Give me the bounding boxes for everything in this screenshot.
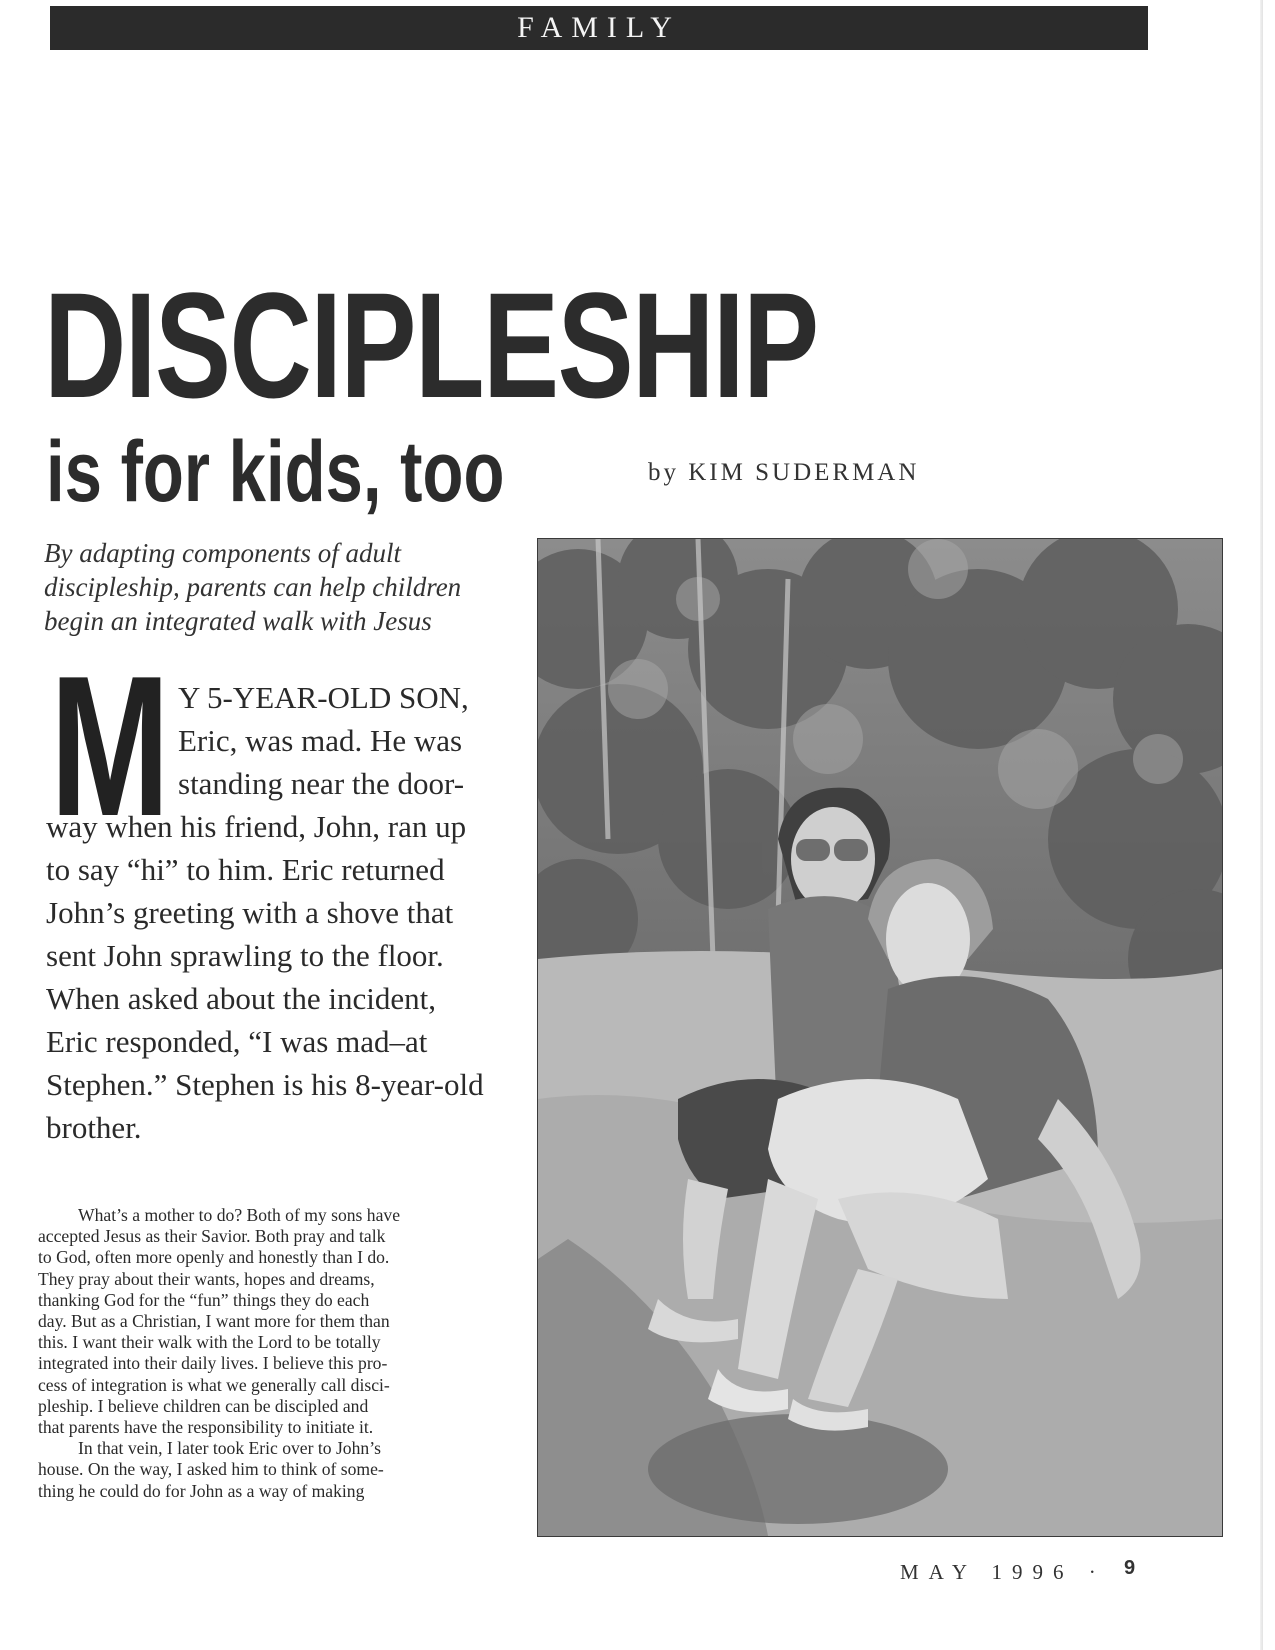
lead-line: to say “hi” to him. Eric returned — [46, 852, 445, 887]
deck-line: begin an integrated walk with Jesus — [44, 606, 432, 636]
lead-line: standing near the door- — [178, 766, 465, 801]
body-line: thanking God for the “fun” things they do each — [38, 1289, 370, 1310]
lead-line: When asked about the incident, — [46, 981, 436, 1016]
lead-line: brother. — [46, 1110, 142, 1145]
body-line: day. But as a Christian, I want more for them than — [38, 1311, 390, 1332]
article-headline: DISCIPLESHIP — [44, 261, 818, 429]
deck-line: discipleship, parents can help children — [44, 572, 462, 602]
body-line: accepted Jesus as their Savior. Both pray and talk — [38, 1226, 386, 1247]
folio-date: MAY 1996 · — [900, 1560, 1106, 1584]
body-line: pleship. I believe children can be discipled and — [38, 1395, 369, 1416]
body-line: In that vein, I later took Eric over to John’s — [78, 1438, 381, 1459]
body-line: this. I want their walk with the Lord to be totally — [38, 1332, 381, 1353]
article-photo — [537, 538, 1223, 1537]
lead-line: Eric responded, “I was mad–at — [46, 1024, 428, 1059]
lead-line: Y 5-YEAR-OLD SON, — [178, 680, 469, 715]
body-line: thing he could do for John as a way of making — [38, 1480, 365, 1501]
page-number: 9 — [1124, 1557, 1136, 1579]
lead-line: way when his friend, John, ran up — [46, 809, 467, 844]
lead-line: John’s greeting with a shove that — [46, 895, 454, 930]
drop-cap: M — [50, 635, 170, 858]
page-edge-shadow — [1260, 0, 1263, 1650]
deck-line: By adapting components of adult — [44, 538, 401, 568]
photo-mother-and-son-illustration — [538, 539, 1222, 1536]
body-line: integrated into their daily lives. I believe this pro- — [38, 1353, 388, 1374]
body-line: They pray about their wants, hopes and dreams, — [38, 1268, 375, 1289]
body-line: house. On the way, I asked him to think of some- — [38, 1459, 384, 1480]
byline: by KIM SUDERMAN — [648, 459, 920, 486]
article-subhead: is for kids, too — [46, 424, 505, 520]
body-text — [38, 1205, 498, 1502]
lead-line: sent John sprawling to the floor. — [46, 938, 444, 973]
body-line: to God, often more openly and honestly than I do. — [38, 1247, 390, 1268]
section-label: FAMILY — [517, 11, 681, 44]
lead-line: Stephen.” Stephen is his 8-year-old — [46, 1067, 484, 1102]
lead-line: Eric, was mad. He was — [178, 723, 463, 758]
article-deck — [44, 536, 514, 638]
section-header-bar — [50, 6, 1148, 50]
body-line: cess of integration is what we generally call disci- — [38, 1374, 390, 1395]
body-line: What’s a mother to do? Both of my sons have — [78, 1205, 401, 1225]
body-line: that parents have the responsibility to initiate it. — [38, 1417, 374, 1438]
